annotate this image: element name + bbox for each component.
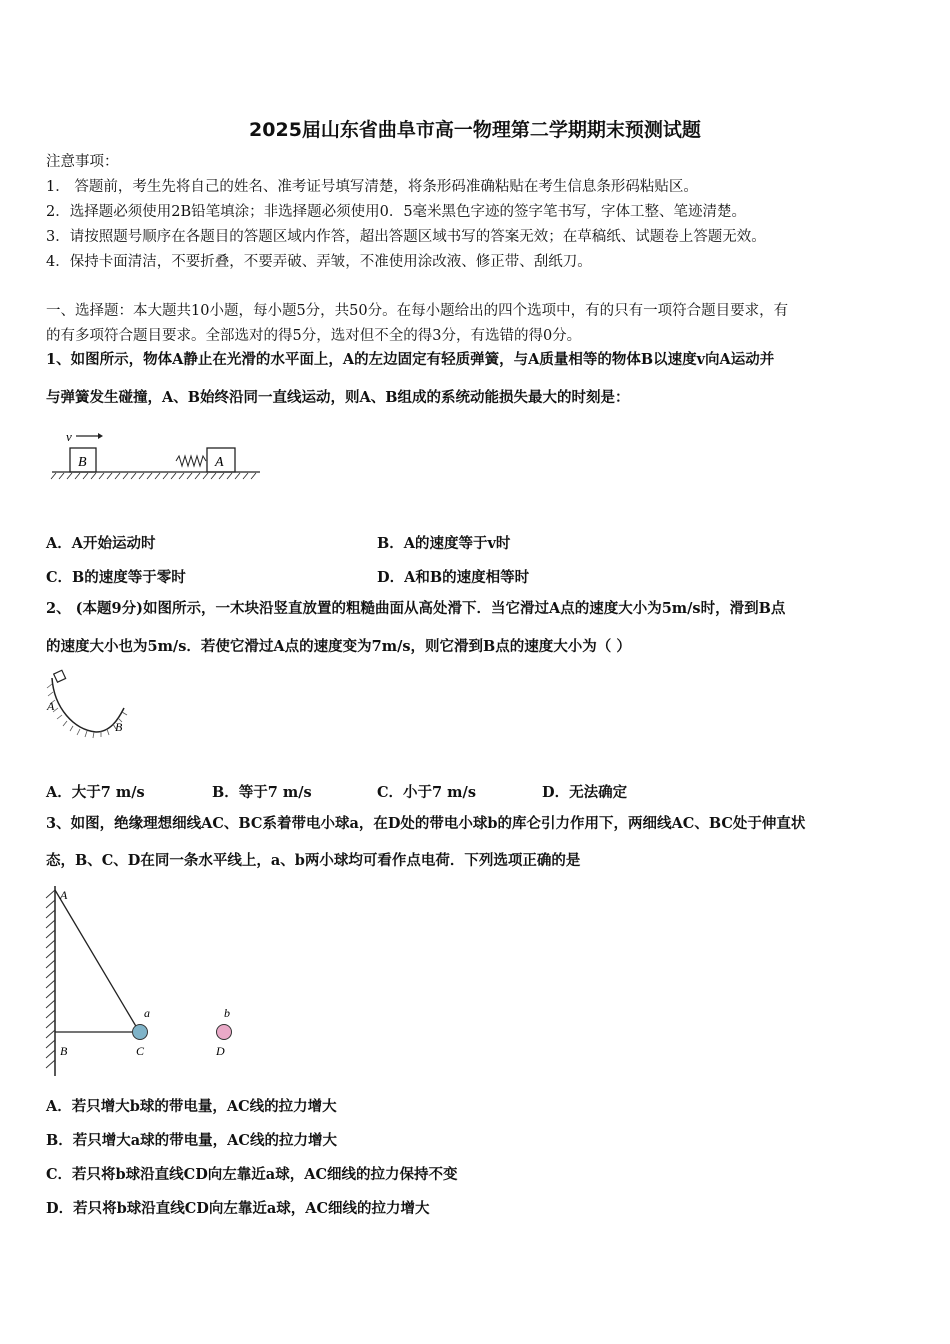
q3-fig-label-A: A xyxy=(60,888,68,902)
q2-figure xyxy=(44,668,134,748)
q2-option-b: B．等于7 m/s xyxy=(212,784,312,801)
q1-fig-b-label: B xyxy=(78,455,87,470)
q3-option-b: B．若只增大a球的带电量，AC线的拉力增大 xyxy=(46,1132,337,1149)
q1-option-d: D．A和B的速度相等时 xyxy=(377,569,530,586)
thread-ac xyxy=(55,890,137,1028)
page-title: 2025届山东省曲阜市高一物理第二学期期末预测试题 xyxy=(249,119,701,141)
q2-option-d: D．无法确定 xyxy=(542,784,628,801)
q2-option-c: C．小于7 m/s xyxy=(377,784,476,801)
question-3-text: 态，B、C、D在同一条水平线上，a、b两小球均可看作点电荷．下列选项正确的是 xyxy=(46,852,581,869)
q3-option-d: D．若只将b球沿直线CD向左靠近a球，AC细线的拉力增大 xyxy=(46,1200,430,1217)
notice-item: 4．保持卡面清洁，不要折叠，不要弄破、弄皱，不准使用涂改液、修正带、刮纸刀。 xyxy=(46,254,592,270)
q2-fig-b-label: B xyxy=(115,720,123,734)
q3-fig-label-a: a xyxy=(144,1006,150,1020)
question-1-text: 与弹簧发生碰撞，A、B始终沿同一直线运动，则A、B组成的系统动能损失最大的时刻是： xyxy=(46,389,630,406)
question-1-text: 1、如图所示，物体A静止在光滑的水平面上，A的左边固定有轻质弹簧，与A质量相等的物体B以速度v向A运动并 xyxy=(46,351,775,368)
q3-fig-label-C: C xyxy=(136,1044,145,1058)
q1-figure xyxy=(48,424,268,490)
q2-fig-a-label: A xyxy=(47,699,55,713)
section-intro: 的有多项符合题目要求。全部选对的得5分，选对但不全的得3分，有选错的得0分。 xyxy=(46,328,582,344)
q3-fig-label-b: b xyxy=(224,1006,230,1020)
ball-a xyxy=(133,1025,148,1040)
notice-item: 1． 答题前，考生先将自己的姓名、准考证号填写清楚，将条形码准确粘贴在考生信息条形码粘贴区。 xyxy=(46,179,698,195)
q3-option-a: A．若只增大b球的带电量，AC线的拉力增大 xyxy=(46,1098,337,1115)
q1-option-b: B．A的速度等于v时 xyxy=(377,535,511,552)
q1-option-a: A．A开始运动时 xyxy=(46,535,156,552)
ball-b xyxy=(217,1025,232,1040)
notice-heading: 注意事项： xyxy=(46,154,119,170)
notice-item: 3．请按照题号顺序在各题目的答题区域内作答，超出答题区域书写的答案无效；在草稿纸、试题卷上答题无效。 xyxy=(46,229,766,245)
q1-fig-a-label: A xyxy=(215,455,224,470)
question-2-text: 2、 (本题9分)如图所示，一木块沿竖直放置的粗糙曲面从高处滑下．当它滑过A点的速度大小为5m/s时，滑到B点 xyxy=(46,600,786,617)
q3-figure xyxy=(40,880,250,1080)
q1-option-c: C．B的速度等于零时 xyxy=(46,569,186,586)
wooden-block xyxy=(54,670,66,682)
q3-fig-label-B: B xyxy=(60,1044,68,1058)
q2-option-a: A．大于7 m/s xyxy=(46,784,145,801)
q3-option-c: C．若只将b球沿直线CD向左靠近a球，AC细线的拉力保持不变 xyxy=(46,1166,458,1183)
question-3-text: 3、如图，绝缘理想细线AC、BC系着带电小球a，在D处的带电小球b的库仑引力作用下，两细线AC、BC处于伸直状 xyxy=(46,815,806,832)
section-intro: 一、选择题：本大题共10小题，每小题5分，共50分。在每小题给出的四个选项中，有的只有一项符合题目要求，有 xyxy=(46,303,789,319)
q1-fig-v-label: v xyxy=(66,429,72,444)
notice-item: 2．选择题必须使用2B铅笔填涂；非选择题必须使用0．5毫米黑色字迹的签字笔书写，字体工整、笔迹清楚。 xyxy=(46,204,747,220)
q3-fig-label-D: D xyxy=(216,1044,225,1058)
question-2-text: 的速度大小也为5m/s．若使它滑过A点的速度变为7m/s，则它滑到B点的速度大小为（ ） xyxy=(46,638,631,655)
